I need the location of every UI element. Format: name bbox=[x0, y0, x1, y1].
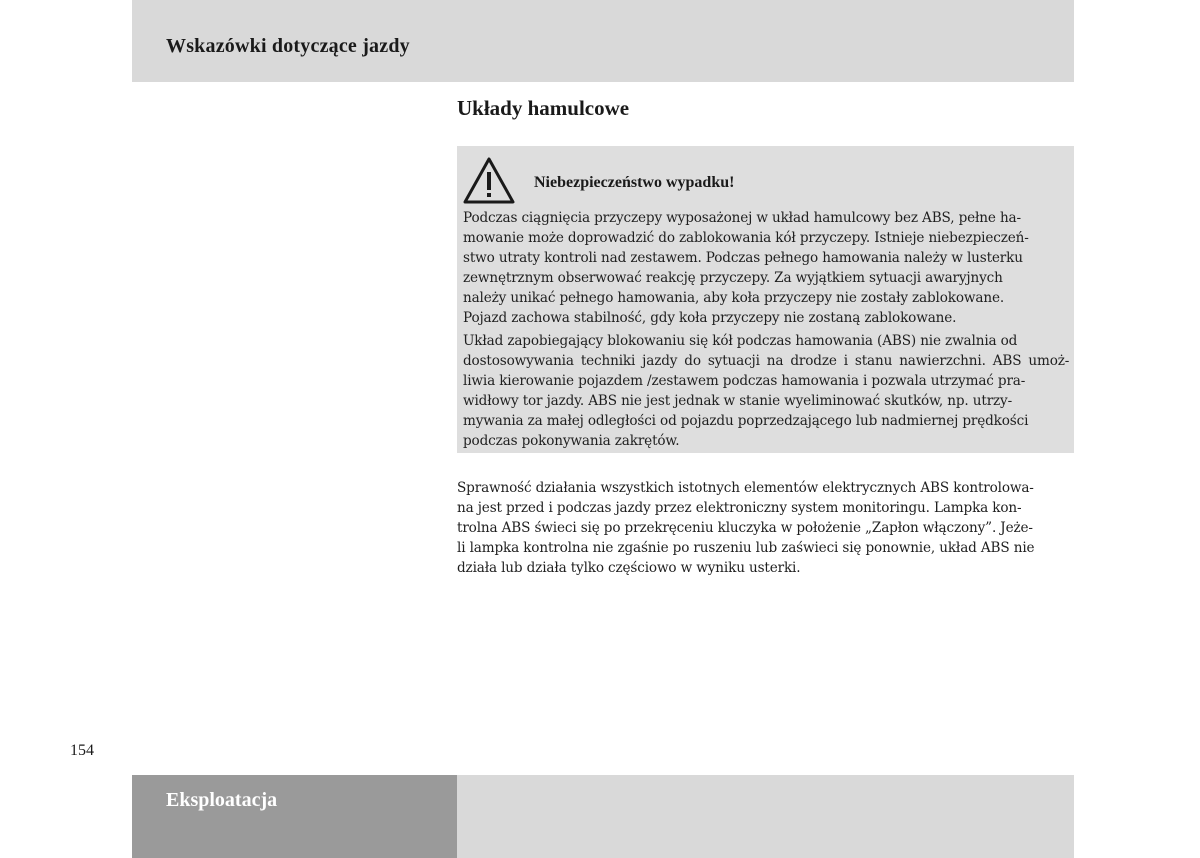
text-line: mywania za małej odległości od pojazdu poprzedzającego lub nadmiernej prędkości bbox=[463, 413, 1029, 429]
text-line: mowanie może doprowadzić do zablokowania kół przyczepy. Istnieje niebezpieczeń- bbox=[463, 230, 1029, 246]
footer-section-label: Eksploatacja bbox=[166, 789, 278, 811]
warning-triangle-icon bbox=[462, 156, 516, 206]
body-paragraph bbox=[457, 478, 1074, 578]
text-line: Układ zapobiegający blokowaniu się kół podczas hamowania (ABS) nie zwalnia od bbox=[463, 333, 1018, 349]
text-line: li lampka kontrolna nie zgaśnie po ruszeniu lub zaświeci się ponownie, układ ABS nie bbox=[457, 540, 1035, 556]
text-line: trolna ABS świeci się po przekręceniu kluczyka w położenie „Zapłon włączony”. Jeże- bbox=[457, 520, 1033, 536]
text-line: Podczas ciągnięcia przyczepy wyposażonej w układ hamulcowy bez ABS, pełne ha- bbox=[463, 210, 1021, 226]
text-line: liwia kierowanie pojazdem /zestawem podczas hamowania i pozwala utrzymać pra- bbox=[463, 373, 1026, 389]
footer-band-light bbox=[457, 775, 1074, 858]
text-line: należy unikać pełnego hamowania, aby koła przyczepy nie zostały zablokowane. bbox=[463, 290, 1005, 306]
text-line: podczas pokonywania zakrętów. bbox=[463, 433, 680, 449]
text-line: działa lub działa tylko częściowo w wyniku usterki. bbox=[457, 560, 801, 576]
text-line: Pojazd zachowa stabilność, gdy koła przyczepy nie zostaną zablokowane. bbox=[463, 310, 957, 326]
page-title: Układy hamulcowe bbox=[457, 96, 630, 120]
warning-paragraph-2 bbox=[463, 331, 1069, 451]
warning-paragraph-1 bbox=[463, 208, 1069, 328]
footer-band-dark bbox=[132, 775, 457, 858]
section-header: Wskazówki dotyczące jazdy bbox=[166, 35, 410, 57]
page-number: 154 bbox=[70, 742, 94, 759]
warning-title: Niebezpieczeństwo wypadku! bbox=[534, 174, 735, 191]
text-line: widłowy tor jazdy. ABS nie jest jednak w stanie wyeliminować skutków, np. utrzy- bbox=[463, 393, 1013, 409]
text-line: zewnętrznym obserwować reakcję przyczepy. Za wyjątkiem sytuacji awaryjnych bbox=[463, 270, 1003, 286]
text-line: Sprawność działania wszystkich istotnych elementów elektrycznych ABS kontrolowa- bbox=[457, 480, 1034, 496]
text-line: na jest przed i podczas jazdy przez elektroniczny system monitoringu. Lampka kon- bbox=[457, 500, 1022, 516]
text-line: stwo utraty kontroli nad zestawem. Podczas pełnego hamowania należy w lusterku bbox=[463, 250, 1023, 266]
text-line: dostosowywania techniki jazdy do sytuacji na drodze i stanu nawierzchni. ABS umoż- bbox=[463, 353, 1070, 369]
